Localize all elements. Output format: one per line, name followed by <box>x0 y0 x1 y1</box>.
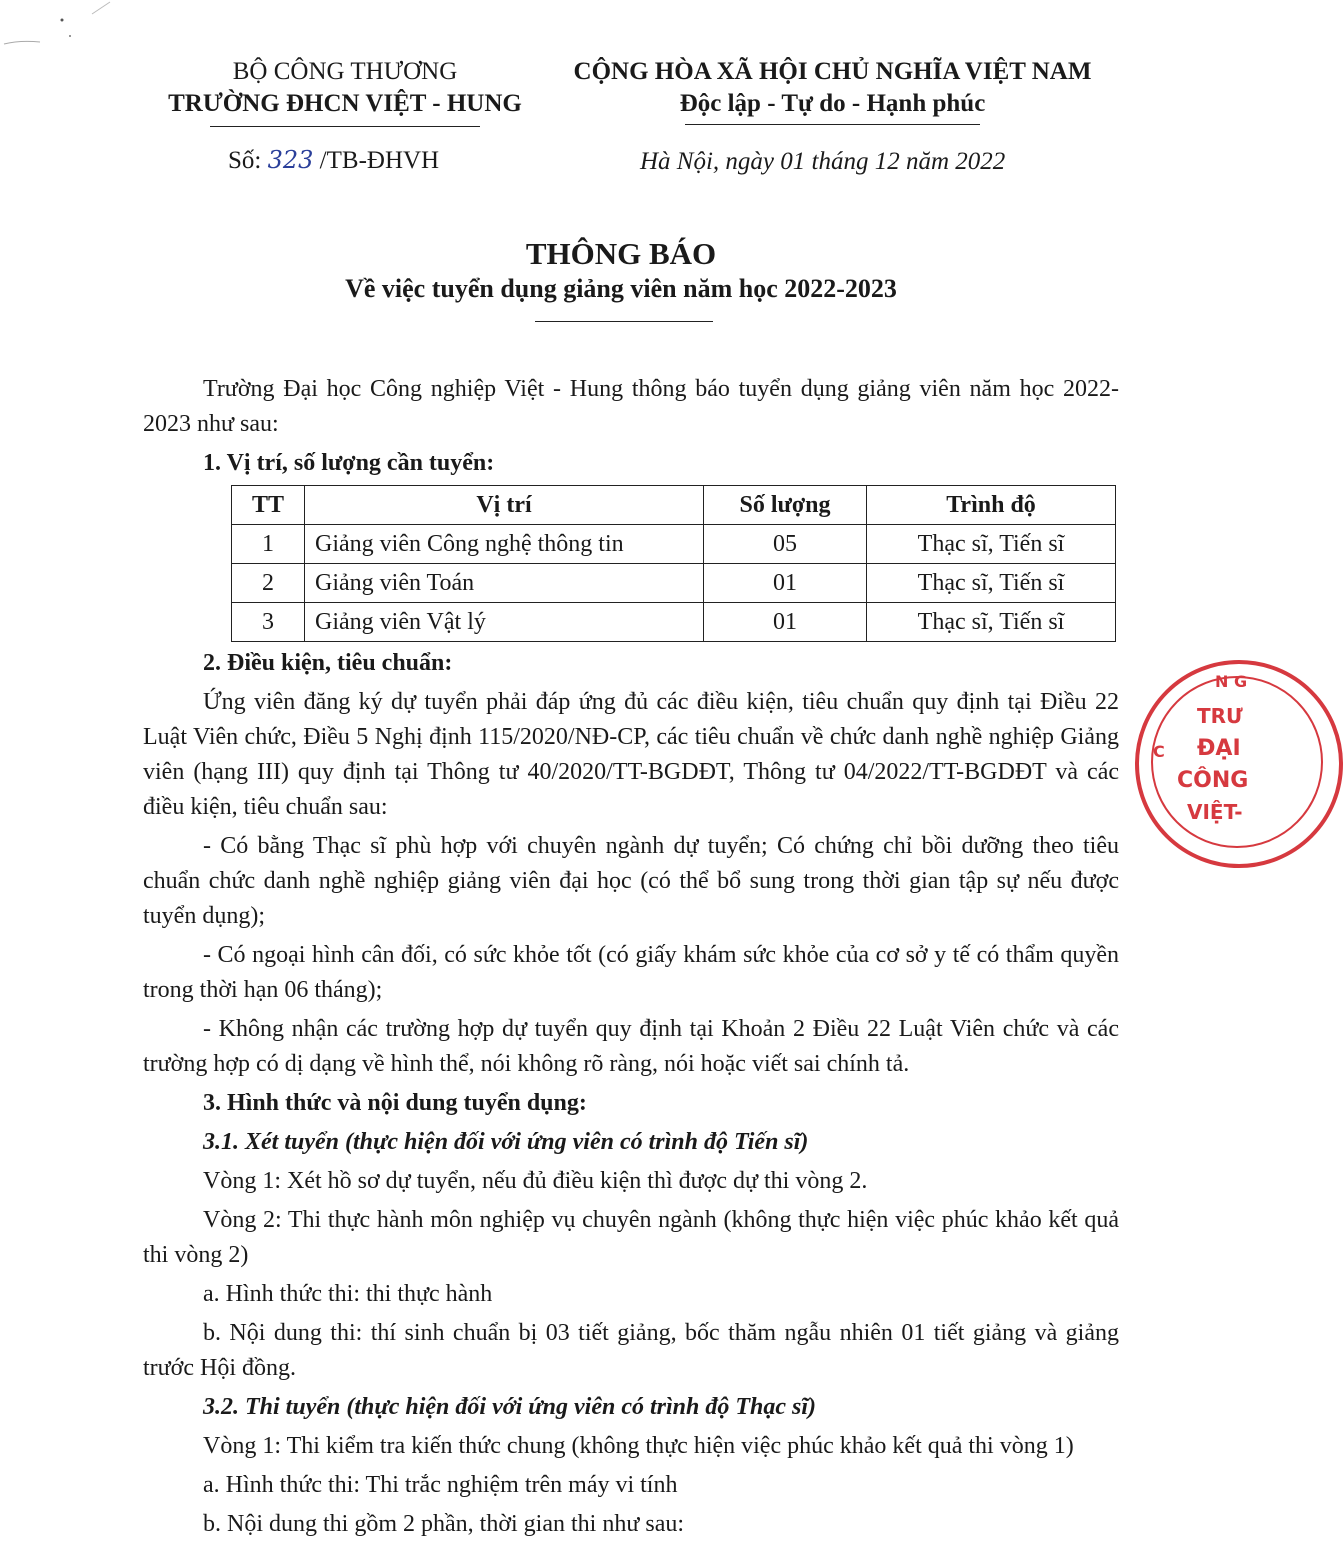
official-seal: TRƯ ĐẠI CÔNG VIỆT- N G C <box>1135 660 1343 868</box>
cell-position: Giảng viên Công nghệ thông tin <box>305 525 704 564</box>
doc-number-handwritten: 323 <box>267 146 314 174</box>
round2-content: b. Nội dung thi: thí sinh chuẩn bị 03 tiết giảng, bốc thăm ngẫu nhiên 01 tiết giảng và giảng trước Hội đồng. <box>143 1320 1119 1381</box>
round2-format: a. Hình thức thi: thi thực hành <box>203 1281 493 1307</box>
positions-table <box>231 485 1116 642</box>
section3-heading: 3. Hình thức và nội dung tuyển dụng: <box>203 1090 587 1116</box>
round2-practical: Vòng 2: Thi thực hành môn nghiệp vụ chuyên ngành (không thực hiện việc phúc khảo kết quả thi vòng 2) <box>143 1207 1119 1268</box>
cell-position: Giảng viên Vật lý <box>305 603 704 642</box>
nation-title: CỘNG HÒA XÃ HỘI CHỦ NGHĨA VIỆT NAM <box>573 58 1092 85</box>
section2-bullet-health: - Có ngoại hình cân đối, có sức khỏe tốt (có giấy khám sức khỏe của cơ sở y tế có thẩm quyền trong thời hạn 06 tháng); <box>143 942 1119 1003</box>
cell-tt: 2 <box>232 564 305 603</box>
table-row <box>232 603 1116 642</box>
cell-level: Thạc sĩ, Tiến sĩ <box>867 603 1116 642</box>
cell-position: Giảng viên Toán <box>305 564 704 603</box>
cell-tt: 1 <box>232 525 305 564</box>
section2-paragraph: Ứng viên đăng ký dự tuyển phải đáp ứng đủ các điều kiện, tiêu chuẩn quy định tại Điều 22 Luật Viên chức, Điều 5 Nghị định 115/2020/NĐ-CP, các tiêu chuẩn về chức danh nghề nghiệp Giảng viên (hạng III) quy định tại Thông tư 40/2020/TT-BGDĐT, Thông tư 04/2022/TT-BGDĐT và các điều kiện, tiêu chuẩn sau: <box>143 689 1119 820</box>
header-left <box>150 56 540 127</box>
section1-heading: 1. Vị trí, số lượng cần tuyển: <box>203 450 495 476</box>
document-title: THÔNG BÁO <box>525 236 717 271</box>
col-header-position: Vị trí <box>305 486 704 525</box>
ministry-name: BỘ CÔNG THƯƠNG <box>232 58 458 85</box>
col-header-level: Trình độ <box>867 486 1116 525</box>
document-number <box>228 146 439 175</box>
table-row <box>232 564 1116 603</box>
section3-1-heading: 3.1. Xét tuyển (thực hiện đối với ứng viên có trình độ Tiến sĩ) <box>203 1129 809 1155</box>
cell-tt: 3 <box>232 603 305 642</box>
scan-specks <box>0 0 120 60</box>
motto: Độc lập - Tự do - Hạnh phúc <box>679 90 986 117</box>
col-header-tt: TT <box>232 486 305 525</box>
cell-quantity: 05 <box>704 525 867 564</box>
header-left-underline <box>210 126 480 127</box>
header-right-underline <box>685 124 980 125</box>
col-header-quantity: Số lượng <box>704 486 867 525</box>
place-date: Hà Nội, ngày 01 tháng 12 năm 2022 <box>640 148 1006 175</box>
doc-number-prefix: Số: <box>228 147 262 174</box>
cell-level: Thạc sĩ, Tiến sĩ <box>867 525 1116 564</box>
section3-2-heading: 3.2. Thi tuyển (thực hiện đối với ứng viên có trình độ Thạc sĩ) <box>203 1394 816 1420</box>
exam-round1: Vòng 1: Thi kiểm tra kiến thức chung (không thực hiện việc phúc khảo kết quả thi vòng 1) <box>203 1433 1074 1459</box>
document-body <box>143 372 1119 1546</box>
cell-quantity: 01 <box>704 564 867 603</box>
exam-round1-format: a. Hình thức thi: Thi trắc nghiệm trên máy vi tính <box>203 1472 678 1498</box>
table-row <box>232 525 1116 564</box>
table-header-row <box>232 486 1116 525</box>
section2-bullet-exclusion: - Không nhận các trường hợp dự tuyển quy định tại Khoản 2 Điều 22 Luật Viên chức và các trường hợp có dị dạng về hình thể, nói không rõ ràng, nói hoặc viết sai chính tả. <box>143 1016 1119 1077</box>
exam-round1-content: b. Nội dung thi gồm 2 phần, thời gian thi như sau: <box>203 1511 685 1537</box>
section2-heading: 2. Điều kiện, tiêu chuẩn: <box>203 650 453 676</box>
cell-quantity: 01 <box>704 603 867 642</box>
intro-paragraph: Trường Đại học Công nghiệp Việt - Hung thông báo tuyển dụng giảng viên năm học 2022-2023 như sau: <box>143 376 1119 437</box>
doc-number-suffix: /TB-ĐHVH <box>319 147 440 174</box>
school-name: TRƯỜNG ĐHCN VIỆT - HUNG <box>168 90 522 117</box>
header-right <box>555 56 1110 125</box>
document-subtitle: Về việc tuyển dụng giảng viên năm học 2022-2023 <box>345 274 897 303</box>
round1-review: Vòng 1: Xét hồ sơ dự tuyển, nếu đủ điều kiện thì được dự thi vòng 2. <box>203 1168 868 1194</box>
cell-level: Thạc sĩ, Tiến sĩ <box>867 564 1116 603</box>
title-underline <box>535 321 713 322</box>
section2-bullet-degree: - Có bằng Thạc sĩ phù hợp với chuyên ngành dự tuyển; Có chứng chỉ bồi dưỡng theo tiêu chuẩn chức danh nghề nghiệp giảng viên đại học (có thể bổ sung trong thời gian tập sự nếu được tuyển dụng); <box>143 833 1119 929</box>
